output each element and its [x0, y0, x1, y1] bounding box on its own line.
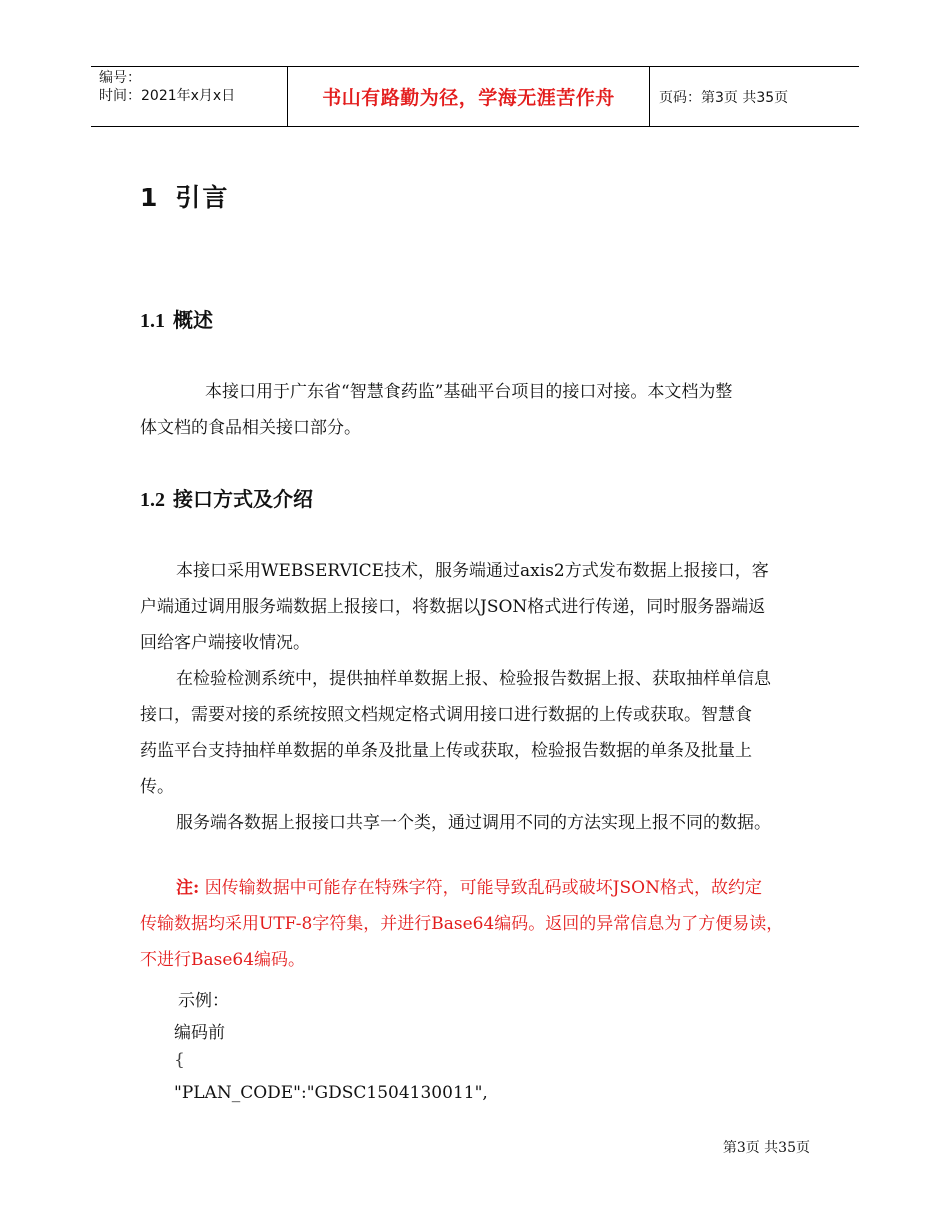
note-line-2: 传输数据均采用UTF-8字符集，并进行Base64编码。返回的异常信息为了方便易读， — [140, 914, 784, 934]
paragraph-1-line-1: 本接口采用WEBSERVICE技术，服务端通过axis2方式发布数据上报接口，客 — [176, 561, 769, 581]
section-heading: 引言 — [175, 183, 230, 212]
paragraph-1-line-3: 回给客户端接收情况。 — [140, 633, 310, 653]
example-label: 示例： — [178, 991, 229, 1011]
section-title-1 — [140, 178, 229, 214]
paragraph-2-line-1: 在检验检测系统中，提供抽样单数据上报、检验报告数据上报、获取抽样单信息 — [176, 669, 771, 689]
section-number: 1.2 — [140, 489, 165, 511]
time-label: 时间：2021年x月x日 — [99, 88, 236, 104]
document-header — [91, 66, 859, 127]
page-footer: 第3页 共35页 — [722, 1140, 810, 1156]
overview-line-2: 体文档的食品相关接口部分。 — [140, 418, 361, 438]
section-heading: 接口方式及介绍 — [173, 487, 313, 511]
header-page-info: 页码：第3页 共35页 — [659, 89, 789, 106]
note-line-3: 不进行Base64编码。 — [140, 950, 306, 970]
paragraph-2-line-2: 接口，需要对接的系统按照文档规定格式调用接口进行数据的上传或获取。智慧食 — [140, 705, 752, 725]
section-number: 1 — [140, 183, 160, 212]
paragraph-1-line-2: 户端通过调用服务端数据上报接口，将数据以JSON格式进行传递，同时服务器端返 — [140, 597, 766, 617]
code-line-plan-code: "PLAN_CODE":"GDSC1504130011", — [174, 1083, 488, 1103]
section-heading: 概述 — [173, 308, 213, 332]
section-title-1-1 — [140, 304, 213, 333]
paragraph-2-line-3: 药监平台支持抽样单数据的单条及批量上传或获取，检验报告数据的单条及批量上 — [140, 741, 752, 761]
header-motto: 书山有路勤为径，学海无涯苦作舟 — [322, 87, 615, 109]
code-open-brace: { — [174, 1050, 185, 1070]
paragraph-2-line-4: 传。 — [140, 777, 174, 797]
section-title-1-2 — [140, 483, 313, 512]
note-label: 注: — [176, 878, 200, 898]
note-text-1: 因传输数据中可能存在特殊字符，可能导致乱码或破坏JSON格式，故约定 — [204, 878, 762, 898]
section-number: 1.1 — [140, 310, 165, 332]
header-left-cell — [91, 67, 287, 126]
header-motto-cell — [287, 67, 650, 126]
number-label: 编号： — [99, 70, 141, 86]
header-page-cell — [650, 67, 859, 126]
before-encoding-label: 编码前 — [174, 1023, 225, 1043]
note-line-1 — [140, 870, 812, 906]
overview-line-1: 本接口用于广东省“智慧食药监”基础平台项目的接口对接。本文档为整 — [205, 382, 733, 402]
paragraph-3-line-1: 服务端各数据上报接口共享一个类，通过调用不同的方法实现上报不同的数据。 — [176, 813, 771, 833]
